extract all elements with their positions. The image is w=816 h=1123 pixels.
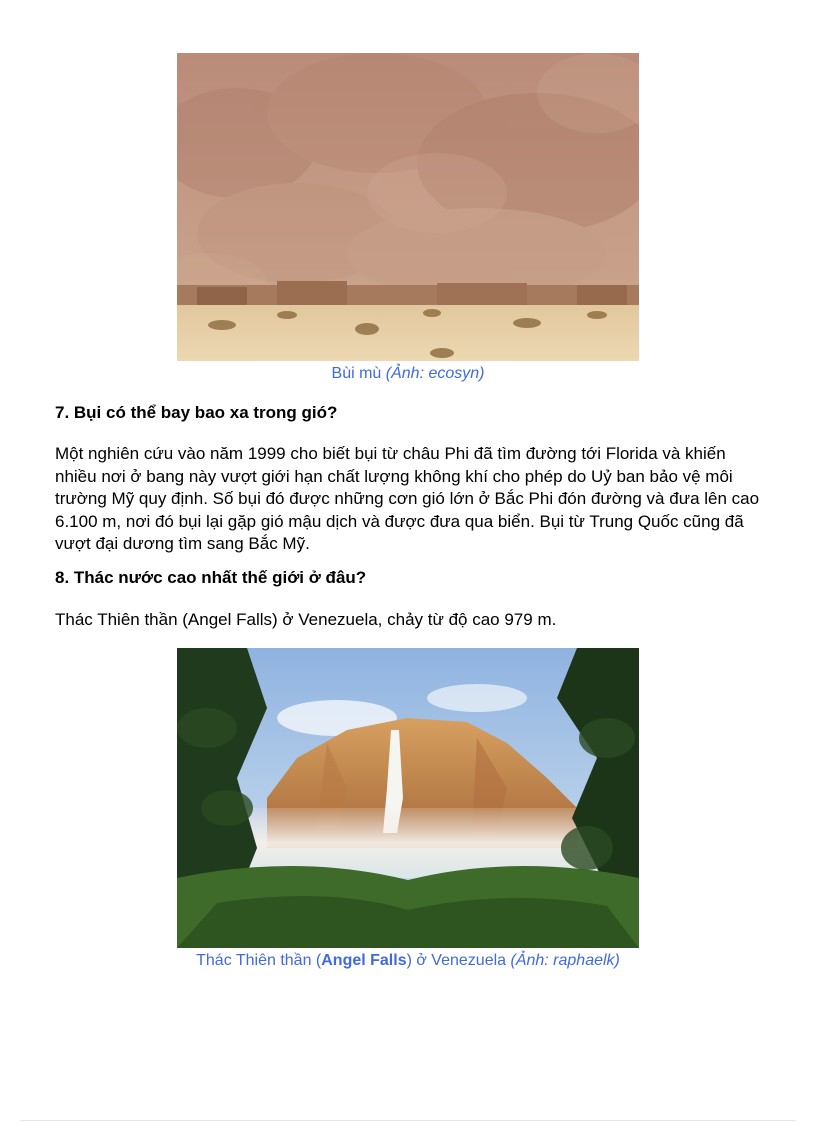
falls-caption-credit: (Ảnh: raphaelk) — [510, 952, 620, 969]
section-8-body: Thác Thiên thần (Angel Falls) ở Venezuela, chảy từ độ cao 979 m. — [55, 610, 557, 629]
section-7-heading: 7. Bụi có thể bay bao xa trong gió? — [55, 403, 338, 422]
dust-caption-credit: (Ảnh: ecosyn) — [385, 365, 485, 382]
section-7-body: Một nghiên cứu vào năm 1999 cho biết bụi từ châu Phi đã tìm đường tới Florida và khiến nhiều nơi ở bang này vượt giới hạn chất lượng không khí cho phép do Uỷ ban bảo vệ môi trường Mỹ quy định. Số bụi đó được những cơn gió lớn ở Bắc Phi đón đường và đưa lên cao 6.100 m, nơi đó bụi lại gặp gió mậu dịch và được đưa qua biển. Bụi từ Trung Quốc cũng đã vượt đại dương tìm sang Bắc Mỹ. — [55, 444, 760, 553]
angel-falls-photo — [177, 648, 639, 948]
falls-caption-bold: Angel Falls — [321, 952, 407, 969]
dust-caption-main: Bùi mù — [331, 365, 382, 382]
section-8-heading: 8. Thác nước cao nhất thế giới ở đâu? — [55, 568, 367, 587]
dust-photo-caption — [0, 364, 816, 384]
falls-caption-suffix: ) ở Venezuela — [406, 952, 511, 969]
page-bottom-divider — [20, 1120, 796, 1121]
angel-falls-caption — [0, 951, 816, 971]
falls-caption-prefix: Thác Thiên thần ( — [196, 952, 322, 969]
dust-storm-photo — [177, 53, 639, 361]
